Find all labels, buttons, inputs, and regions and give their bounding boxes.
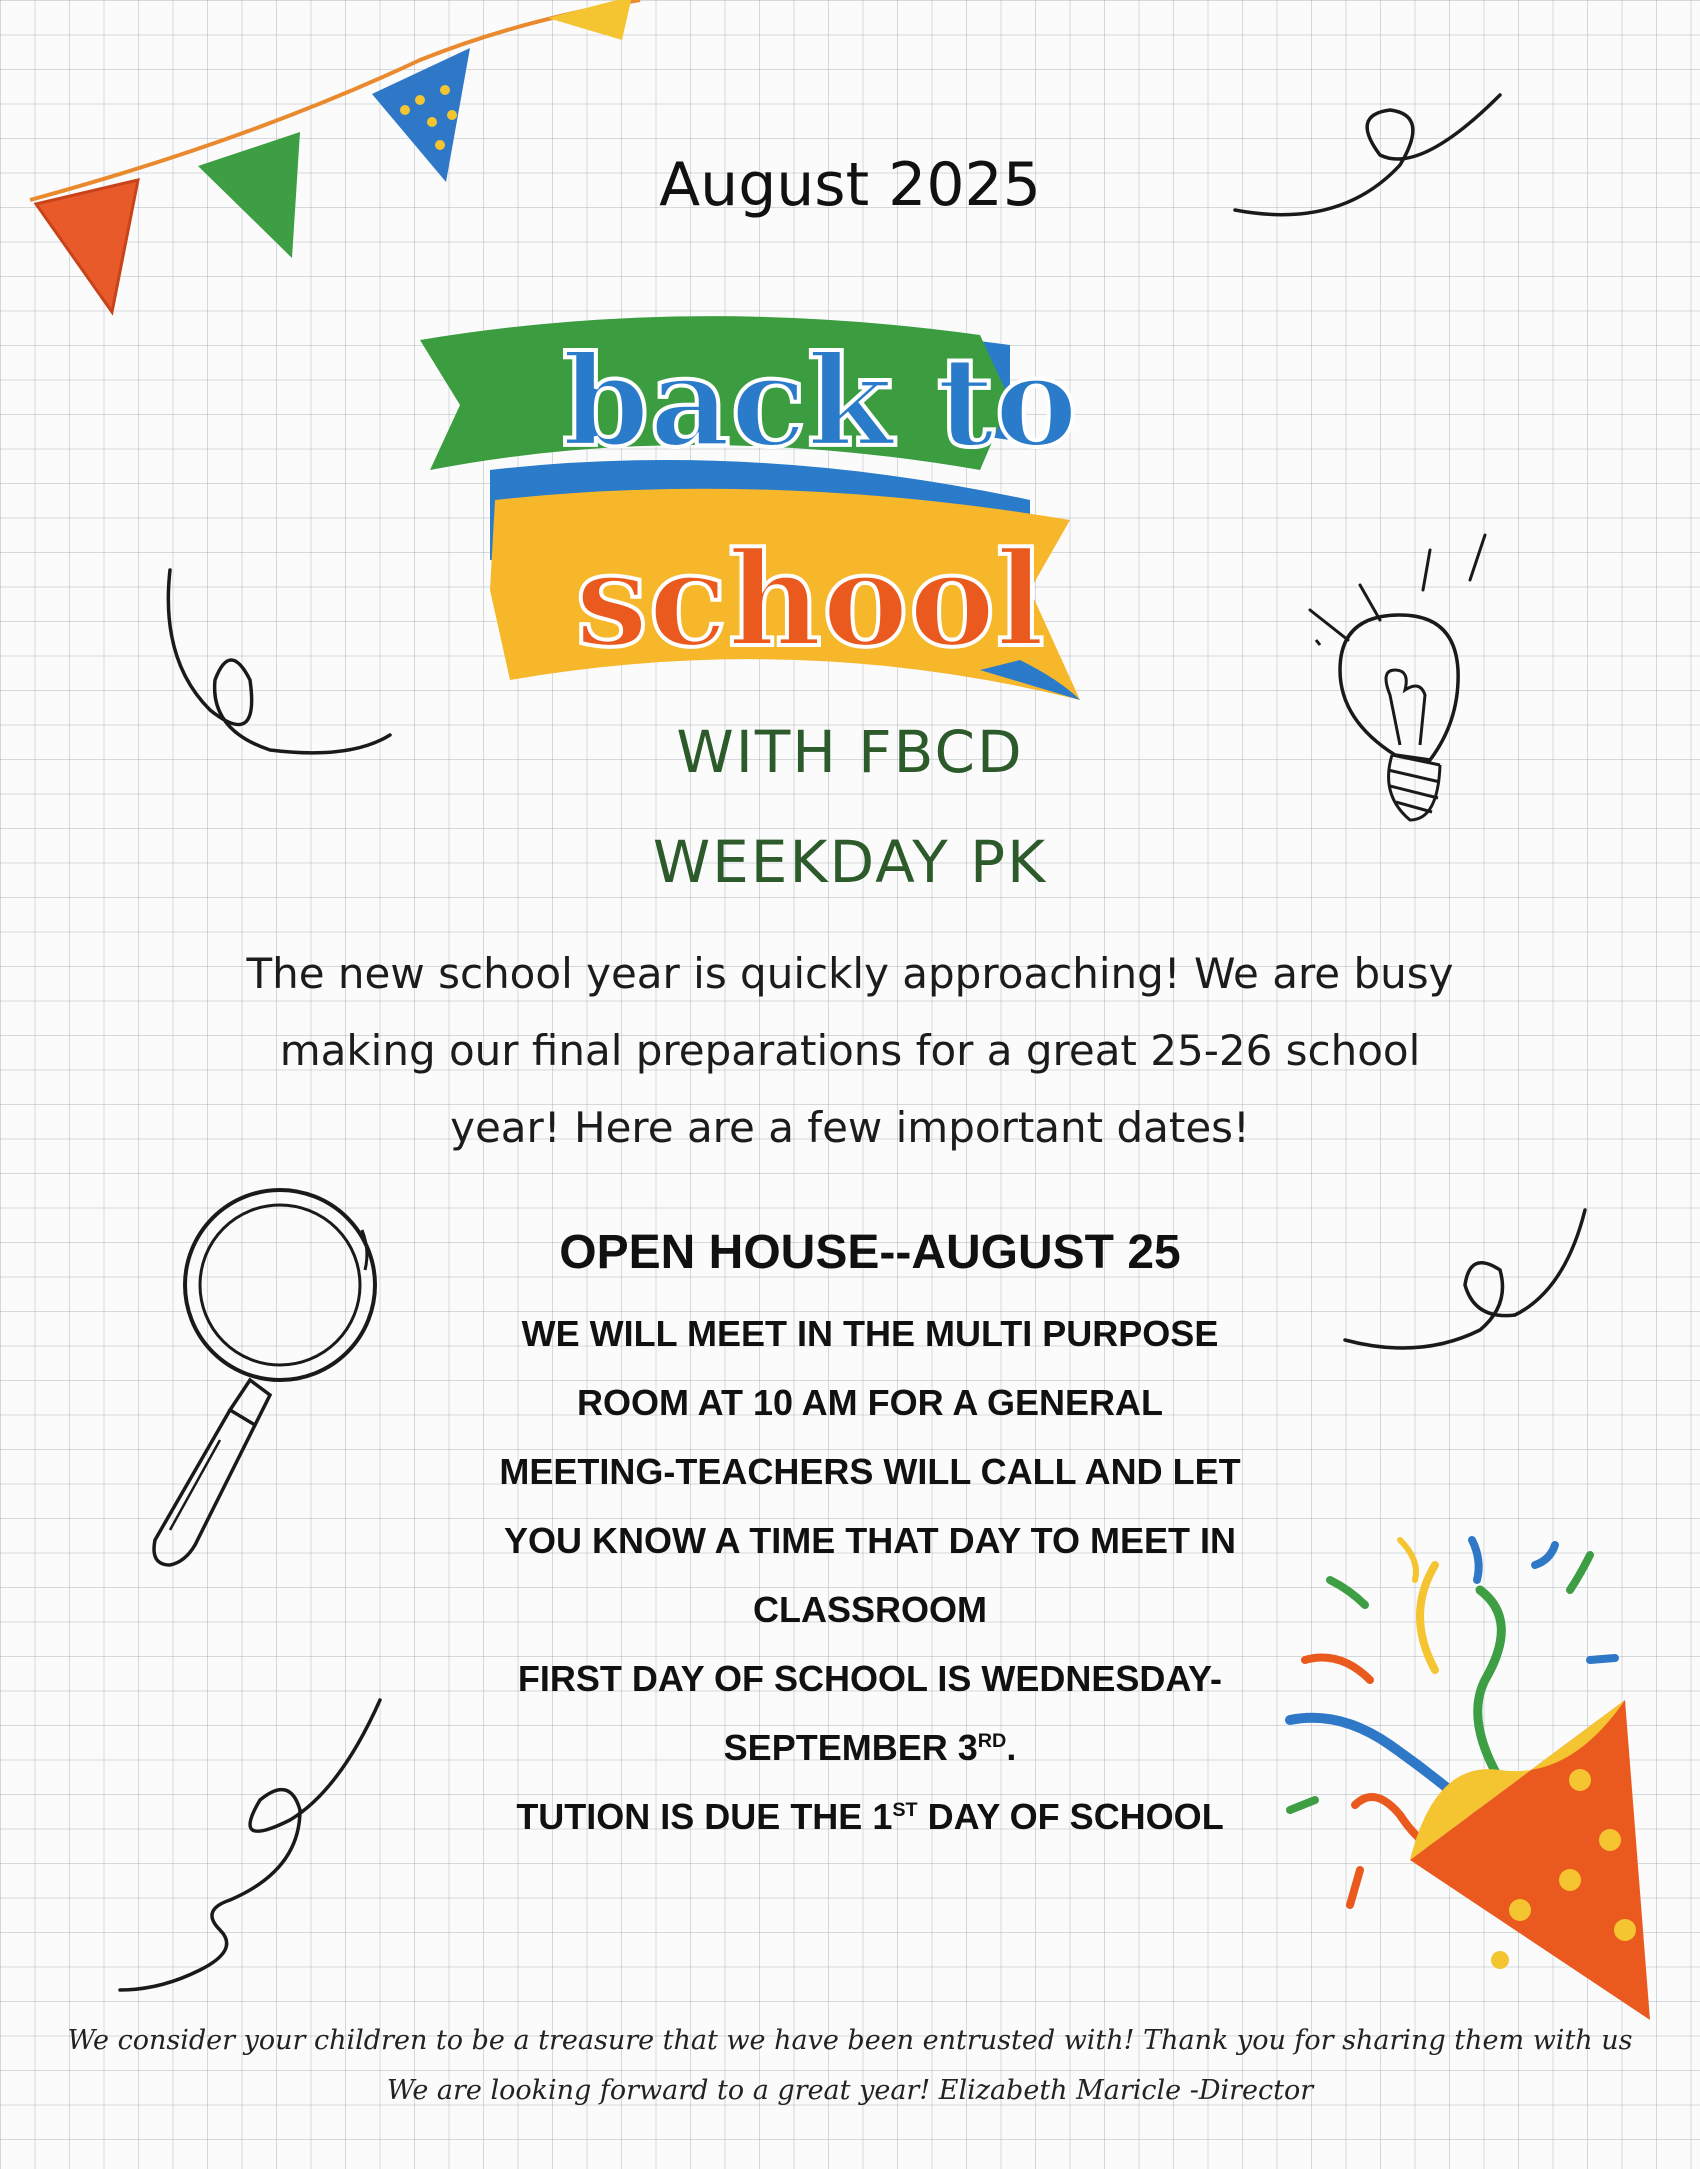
notice-line: WE WILL MEET IN THE MULTI PURPOSE	[521, 1313, 1219, 1354]
notice-line: FIRST DAY OF SCHOOL IS WEDNESDAY-	[517, 1658, 1223, 1699]
footer-signature: We are looking forward to a great year! Elizabeth Maricle -Director	[386, 2075, 1314, 2106]
back-to-school-banner	[420, 300, 1200, 740]
banner-line1: back to	[562, 329, 1078, 475]
intro-paragraph	[180, 935, 1520, 1166]
intro-line: making our final preparations for a great 25-26 school	[279, 1026, 1421, 1075]
squiggle-doodle	[1340, 1200, 1600, 1380]
page-title: August 2025	[659, 150, 1041, 220]
squiggle-doodle	[120, 1690, 400, 2000]
magnifying-glass-icon	[130, 1170, 430, 1590]
notice-line: ROOM AT 10 AM FOR A GENERAL	[576, 1382, 1163, 1423]
notice-line: MEETING-TEACHERS WILL CALL AND LET	[499, 1451, 1241, 1492]
lightbulb-icon	[1280, 520, 1520, 850]
footer-message: We consider your children to be a treasure that we have been entrusted with! Thank you for sharing them with us	[67, 2025, 1633, 2056]
notice-line: CLASSROOM	[753, 1589, 987, 1630]
party-popper-icon	[1270, 1520, 1670, 2080]
intro-line: year! Here are a few important dates!	[450, 1103, 1250, 1152]
tuition-notice: TUTION IS DUE THE 1ST DAY OF SCHOOL	[516, 1796, 1224, 1837]
open-house-heading: OPEN HOUSE--AUGUST 25	[559, 1226, 1181, 1279]
banner-line2: school	[575, 523, 1045, 676]
subtitle-weekday-pk: WEEKDAY PK	[652, 828, 1048, 896]
subtitle-with-fbcd: WITH FBCD	[676, 718, 1024, 786]
intro-line: The new school year is quickly approaching! We are busy	[246, 949, 1454, 998]
notice-line: YOU KNOW A TIME THAT DAY TO MEET IN	[503, 1520, 1237, 1561]
first-day-date: SEPTEMBER 3RD.	[723, 1727, 1017, 1768]
